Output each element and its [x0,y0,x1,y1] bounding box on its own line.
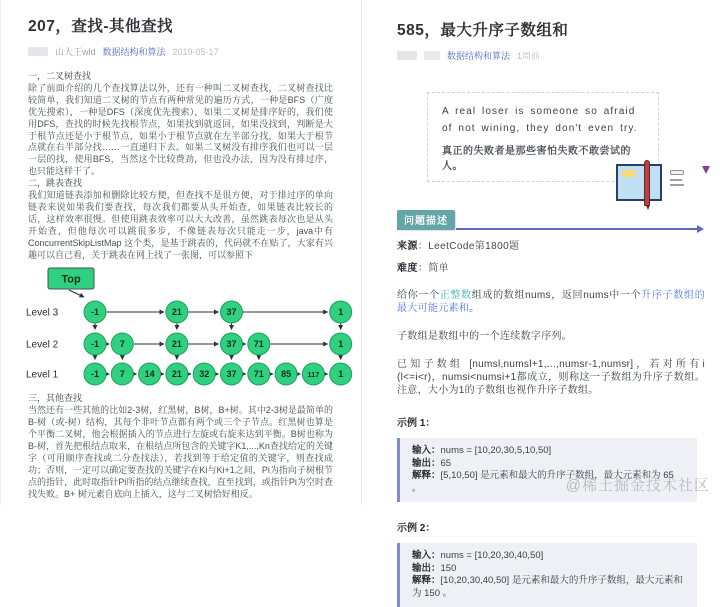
difficulty-value: ：简单 [417,263,450,274]
svg-text:71: 71 [253,338,264,349]
example-output-line: 输出：150 [412,562,457,574]
svg-text:7: 7 [119,338,125,349]
highlight-patch [622,170,636,177]
svg-text:-1: -1 [90,338,100,349]
highlighted-term: 正整数 [439,290,472,301]
example-output-line: 输出：65 [412,457,452,469]
svg-text:Level 3: Level 3 [26,307,59,318]
publish-date: 1周前 [517,51,541,61]
svg-text:32: 32 [199,368,210,379]
author-badge [397,51,417,60]
left-article-body [26,71,344,501]
section-heading-3: 三，其他查找 [28,393,83,404]
right-article-meta [397,49,706,62]
skiplist-diagram [22,265,344,393]
statement-text: 。 [469,303,480,314]
svg-text:1: 1 [338,306,344,317]
pen-icon [644,160,650,206]
section-paragraph-3: 当然还有一些其他的比如2-3树，红黑树，B树，B+树。其中2-3树是最简单的B-树（或-树）结构，其每个非叶节点都有两个或三个子节点。红黑树也算是个平衡二叉树，他会根据插入的节点进行左旋或右旋来达到平衡。B树也称为B-树，首先把根结点取来，在根结点所包含的关键字K1,...,Kn查找给定的关键字（可用顺序查找或二分查找法），若找到等于给定值的关键字，则查找成功；否则，一定可以确定要查找的关键字在Ki与Ki+1之间，Pi为指向子树根节点的指针，此时取指针Pi所指的结点继续查找，直至找到，或指针Pi为空时查找失败。B+ 树元素自底向上插入，这与二叉树恰好相反。 [28,405,333,499]
list-icon [670,170,684,186]
category-link[interactable]: 数据结构和算法 [447,51,511,61]
quote-chinese: 真正的失败者是那些害怕失败不敢尝试的人。 [442,146,631,172]
decorative-down-arrow-icon [702,166,710,174]
section-heading-1: 一，二叉树查找 [28,71,92,81]
svg-text:37: 37 [226,306,237,317]
author-name[interactable]: 山大王wld [55,47,96,57]
svg-text:85: 85 [281,368,292,379]
example-input-line: 输入：nums = [10,20,30,5,10,50] [412,445,552,456]
example-explain-line: 解释：[10,20,30,40,50] 是元素和最大的升序子数组，最大元素和为 150 。 [412,575,683,599]
svg-text:117: 117 [307,369,320,379]
svg-text:1: 1 [338,338,344,349]
svg-text:Top: Top [61,273,81,285]
ascending-definition: 已知子数组 [numsl,numsl+1,...,numsr-1,numsr]，若对所有i (l<=i<r)，numsi<numsi+1都成立，则称这一子数组为升序子数组。注意，大小为1的子数组也视作升序子数组。 [397,359,705,396]
problem-section-header [397,216,702,230]
author-name-badge [424,51,440,60]
svg-text:1: 1 [338,368,344,379]
problem-statement [397,289,705,315]
example-input-line: 输入：nums = [10,20,30,40,50] [412,550,544,561]
statement-text: 组成的数组nums，返回nums中一个 [471,290,642,301]
article-right [361,0,720,599]
highlighted-phrase: 升序子数组的最大可能元素和 [397,290,705,314]
difficulty-line [397,259,706,274]
section-paragraph-1: 除了前面介绍的几个查找算法以外，还有一种叫二叉树查找，二叉树查找比较简单，我们知道二叉树的节点有两种常见的遍历方式，一种是BFS（广度优先搜索），一种是DFS（深度优先搜索），如果二叉树是排序好的，我们使用DFS，查找的时候先找根节点，如果找到就返回，如果没找到，判断是大于根节点还是小于根节点，如果小于根节点就在左半部分找，如果大于根节点就在右半部分找……一直递归下去。如果二叉树没有排序我们也可以一层一层的找，使用BFS，当然这个比较费劲，但也没办法，因为没有排过序，也只能这样干了。 [28,82,333,177]
svg-text:21: 21 [171,368,182,379]
article-left [1,0,361,505]
example-explain-line: 解释：[5,10,50] 是元素和最大的升序子数组，最大元素和为 65 。 [412,470,674,494]
source-line [397,237,706,252]
watermark: @稀土掘金技术社区 [565,477,710,494]
right-article-title: 585，最大升序子数组和 [397,22,569,39]
example-2-block [397,543,697,607]
left-article-title: 207，查找-其他查找 [28,18,174,35]
publish-date: 2019-05-17 [172,46,219,57]
arrow-right-icon [697,225,704,233]
difficulty-label: 难度 [397,263,418,274]
statement-text: 给你一个 [397,290,440,301]
subarray-definition: 子数组是数组中的一个连续数字序列。 [397,331,573,342]
example-2-label: 示例 2： [397,523,436,534]
example-1-label: 示例 1： [397,418,436,429]
svg-text:21: 21 [171,306,182,317]
notebook-icon [616,164,662,201]
svg-text:71: 71 [253,368,264,379]
section-heading-2: 二，跳表查找 [28,178,83,189]
svg-text:Level 2: Level 2 [26,339,59,350]
section-paragraph-2: 我们知道链表添加和删除比较方便，但查找不是很方便，对于排过序的单向链表来说如果我们要查找，每次我们都要从头开始查，如果链表比较长的话，这样效率很慢。但使用跳表效率可以大大改善，虽然跳表每次也是从头开始查，但他每次可以跳很多步，不像链表每次只能走一步，java中有ConcurrentSkipListMap 这个类，是基于跳表的，代码就不在贴了，大家有兴趣可以自己看，关于跳表在网上找了一张图，可以参照下 [28,190,333,260]
left-article-meta [28,45,333,58]
svg-text:-1: -1 [90,306,100,317]
svg-text:37: 37 [226,368,237,379]
svg-text:37: 37 [226,338,237,349]
category-link[interactable]: 数据结构和算法 [102,47,166,57]
svg-text:-1: -1 [90,368,100,379]
section-badge: 问题描述 [397,210,455,230]
svg-text:14: 14 [144,368,155,379]
svg-text:21: 21 [171,338,182,349]
author-badge [28,47,48,56]
source-label: 来源 [397,241,418,252]
svg-text:Level 1: Level 1 [26,369,59,380]
source-value: ：LeetCode第1800题 [417,241,520,252]
quote-box [427,92,659,182]
svg-text:7: 7 [119,368,125,379]
notebook-pen-illustration [616,164,684,201]
quote-english: A real loser is someone so afraid of not wining, they don't even try. [442,106,638,134]
